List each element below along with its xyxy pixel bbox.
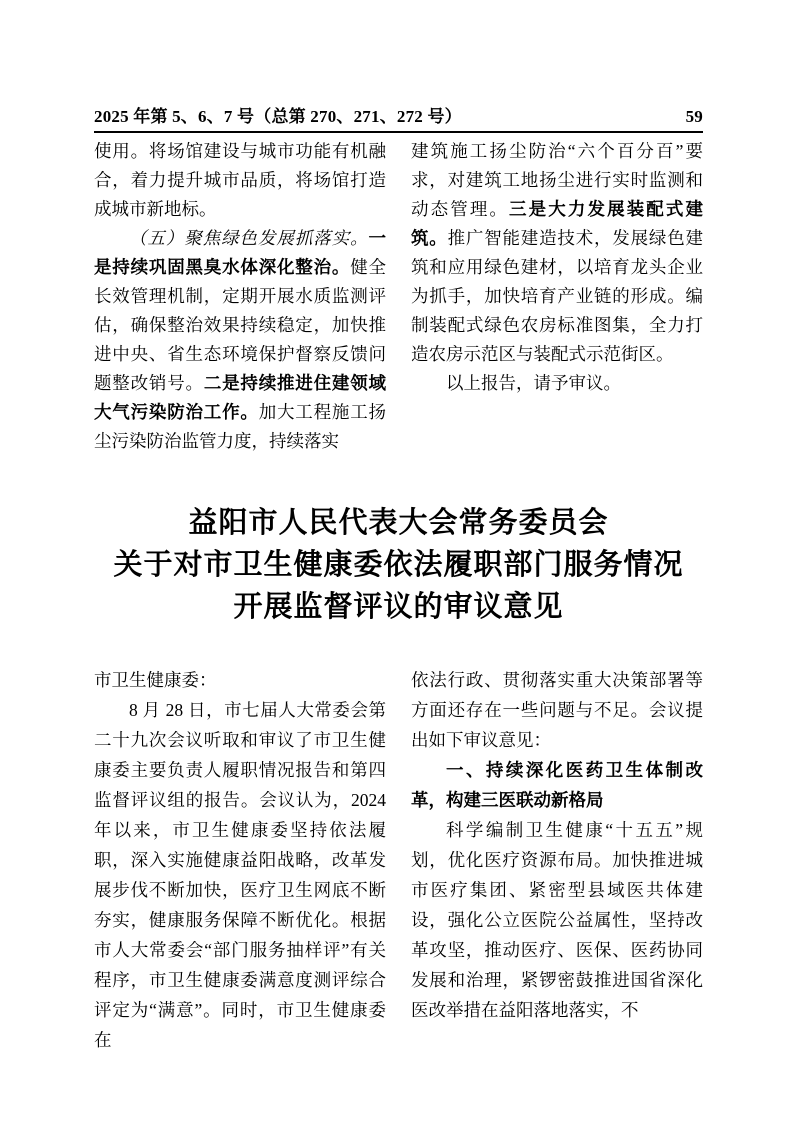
paragraph [411,137,703,369]
text-run: 三是大力发展装配式建筑。 [411,199,704,248]
text-run: 使用。将场馆建设与城市功能有机融合，着力提升城市品质，将场馆打造成城市新地标。 [94,141,386,219]
text-run: 二是持续推进住建领域大气污染防治工作。 [94,373,387,422]
text-run: 科学编制卫生健康“十五五”规划，优化医疗资源布局。加快推进城市医疗集团、紧密型县域医共体建设，强化公立医院公益属性，坚持改革攻坚，推动医疗、医保、医药协同发展和治理，紧锣密鼓推进国省深化医改举措在益阳落地落实，不 [411,820,703,1020]
document-title-line-3: 开展监督评议的审议意见 [233,591,564,623]
top-article [94,137,703,456]
text-run: 8 月 28 日，市七届人大常委会第二十九次会议听取和审议了市卫生健康委主要负责人履职情况报告和第四监督评议组的报告。会议认为，2024 年以来，市卫生健康委坚持依法履职，深入实施健康益阳战略，改革发展步伐不断加快，医疗卫生网底不断夯实，健康服务保障不断优化。根据市人大常委会“部门服务抽样评”有关程序，市卫生健康委满意度测评综合评定为“满意”。同时，市卫生健康委在 [94,700,386,1050]
top-article-right-column [411,137,703,456]
text-run: 市卫生健康委： [94,670,217,690]
page-header [94,106,703,133]
opinion-body-left-column [94,665,386,1055]
document-title-line-2: 关于对市卫生健康委依法履职部门服务情况 [113,549,684,581]
issue-label: 2025 年第 5、6、7 号（总第 270、271、272 号） [94,107,462,126]
paragraph [411,369,703,398]
text-run: 依法行政、贯彻落实重大决策部署等方面还存在一些问题与不足。会议提出如下审议意见： [411,670,703,750]
text-run: （五）聚焦绿色发展抓落实。 [129,228,369,248]
document-title [94,502,703,628]
paragraph [94,137,386,224]
top-article-left-column [94,137,386,456]
paragraph [94,695,386,1055]
text-run: 健全长效管理机制，定期开展水质监测评估，确保整治效果持续稳定，加快推进中央、省生态环境保护督察反馈问题整改销号。 [94,257,387,393]
text-run: 建筑施工扬尘防治“六个百分百”要求，对建筑工地扬尘进行实时监测和动态管理。 [411,141,703,219]
page-number: 59 [685,107,703,126]
paragraph [411,665,703,755]
document-title-line-1: 益阳市人民代表大会常务委员会 [188,507,609,539]
text-run: 一、持续深化医药卫生体制改革，构建三医联动新格局 [411,760,703,810]
paragraph [94,665,386,695]
paragraph [411,815,703,1025]
paragraph [94,224,386,456]
opinion-body [94,665,703,1055]
text-run: 一是持续巩固黑臭水体深化整治。 [94,228,386,277]
text-run: 以上报告，请予审议。 [446,373,621,393]
opinion-body-right-column [411,665,703,1055]
paragraph [411,755,703,815]
text-run: 加大工程施工扬尘污染防治监管力度，持续落实 [94,402,387,451]
text-run: 推广智能建造技术，发展绿色建筑和应用绿色建材，以培育龙头企业为抓手，加快培育产业链的形成。编制装配式绿色农房标准图集，全力打造农房示范区与装配式示范街区。 [411,228,704,364]
